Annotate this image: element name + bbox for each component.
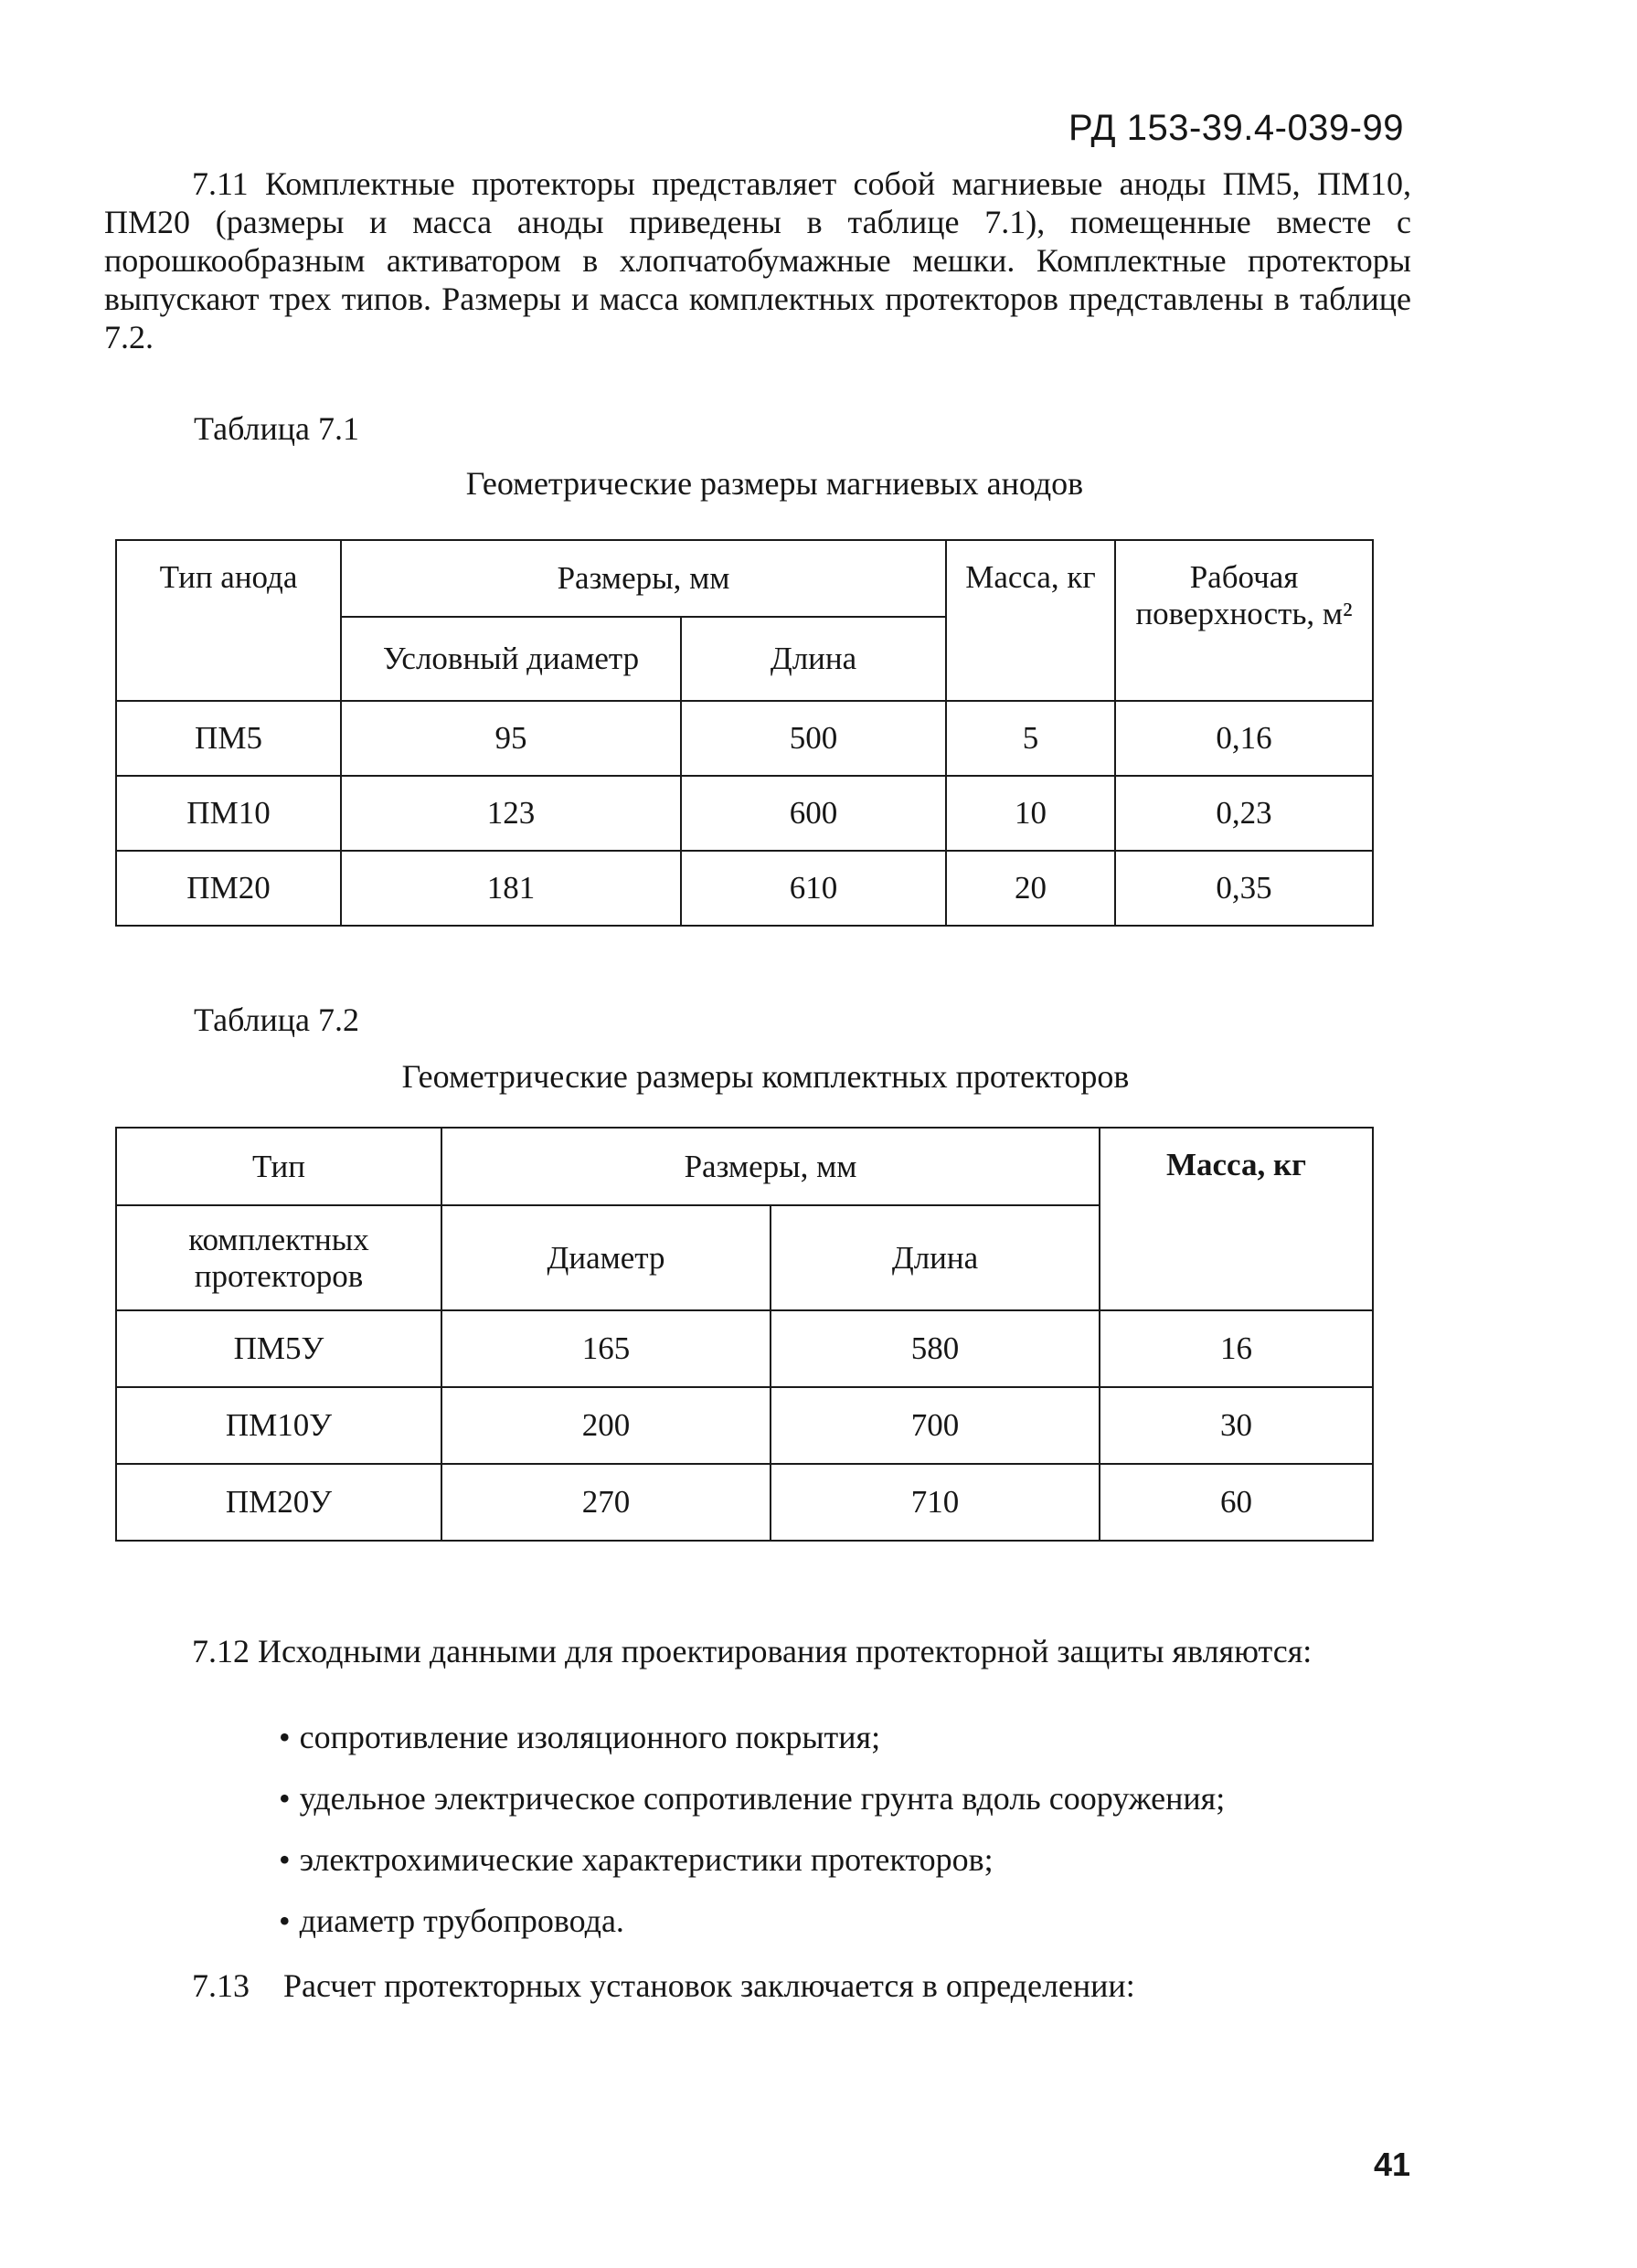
cell-diameter: 270	[441, 1464, 771, 1541]
cell-type: ПМ10	[116, 776, 341, 851]
paragraph-7-11-number: 7.11	[192, 165, 249, 202]
list-item: • электрохимические характеристики протекторов;	[279, 1840, 1225, 1902]
header-working-surface: Рабочая поверхность, м²	[1115, 540, 1373, 701]
table-row	[116, 776, 1373, 851]
cell-mass: 16	[1100, 1310, 1373, 1387]
header-type-line2: комплектных протекторов	[116, 1205, 441, 1310]
cell-diameter: 123	[341, 776, 681, 851]
header-length: Длина	[681, 617, 946, 701]
cell-diameter: 95	[341, 701, 681, 776]
header-mass: Масса, кг	[946, 540, 1115, 701]
table-7-2-label: Таблица 7.2	[194, 1002, 359, 1038]
paragraph-7-11	[104, 164, 1411, 356]
list-item: • сопротивление изоляционного покрытия;	[279, 1718, 1225, 1779]
table-row	[116, 701, 1373, 776]
cell-mass: 10	[946, 776, 1115, 851]
paragraph-7-13-text: Расчет протекторных установок заключается в определении:	[283, 1967, 1135, 2004]
cell-mass: 60	[1100, 1464, 1373, 1541]
paragraph-7-11-text: Комплектные протекторы представляет собой магниевые аноды ПМ5, ПМ10, ПМ20 (размеры и масса аноды приведены в таблице 7.1), помещенные вместе с порошкообразным активатором в хлопчатобумажные мешки. Комплектные протекторы выпускают трех типов. Размеры и масса комплектных протекторов представлены в таблице 7.2.	[104, 165, 1411, 355]
cell-diameter: 165	[441, 1310, 771, 1387]
cell-length: 500	[681, 701, 946, 776]
document-code: РД 153-39.4-039-99	[1068, 108, 1404, 148]
header-type-line1: Тип	[116, 1128, 441, 1205]
cell-mass: 5	[946, 701, 1115, 776]
cell-length: 580	[771, 1310, 1100, 1387]
header-dimensions: Размеры, мм	[341, 540, 946, 617]
cell-type: ПМ5У	[116, 1310, 441, 1387]
header-diameter: Диаметр	[441, 1205, 771, 1310]
paragraph-7-12-text: Исходными данными для проектирования протекторной защиты являются:	[258, 1633, 1313, 1669]
list-item: • удельное электрическое сопротивление грунта вдоль сооружения;	[279, 1779, 1225, 1840]
input-data-list	[279, 1718, 1225, 1963]
table-7-1	[115, 539, 1374, 927]
cell-length: 710	[771, 1464, 1100, 1541]
cell-type: ПМ20	[116, 851, 341, 926]
cell-mass: 20	[946, 851, 1115, 926]
table-7-2	[115, 1127, 1374, 1542]
list-item: • диаметр трубопровода.	[279, 1902, 1225, 1963]
table-7-2-title: Геометрические размеры комплектных протекторов	[401, 1058, 1130, 1095]
cell-surface: 0,23	[1115, 776, 1373, 851]
cell-type: ПМ10У	[116, 1387, 441, 1464]
paragraph-7-13	[192, 1966, 1135, 2005]
table-row	[116, 1464, 1373, 1541]
header-anode-type: Тип анода	[116, 540, 341, 701]
cell-diameter: 200	[441, 1387, 771, 1464]
header-nominal-diameter: Условный диаметр	[341, 617, 681, 701]
table-7-1-title: Геометрические размеры магниевых анодов	[465, 465, 1084, 502]
cell-length: 610	[681, 851, 946, 926]
cell-mass: 30	[1100, 1387, 1373, 1464]
table-7-1-label: Таблица 7.1	[194, 410, 359, 447]
cell-length: 600	[681, 776, 946, 851]
header-length: Длина	[771, 1205, 1100, 1310]
header-dimensions: Размеры, мм	[441, 1128, 1100, 1205]
cell-surface: 0,35	[1115, 851, 1373, 926]
table-row	[116, 1310, 1373, 1387]
header-mass: Масса, кг	[1100, 1128, 1373, 1310]
paragraph-7-13-number: 7.13	[192, 1967, 250, 2004]
cell-surface: 0,16	[1115, 701, 1373, 776]
table-row	[116, 851, 1373, 926]
page-number: 41	[1373, 2146, 1410, 2183]
cell-type: ПМ5	[116, 701, 341, 776]
table-row	[116, 1387, 1373, 1464]
cell-type: ПМ20У	[116, 1464, 441, 1541]
paragraph-7-12	[104, 1632, 1411, 1670]
cell-diameter: 181	[341, 851, 681, 926]
cell-length: 700	[771, 1387, 1100, 1464]
paragraph-7-12-number: 7.12	[192, 1633, 250, 1669]
